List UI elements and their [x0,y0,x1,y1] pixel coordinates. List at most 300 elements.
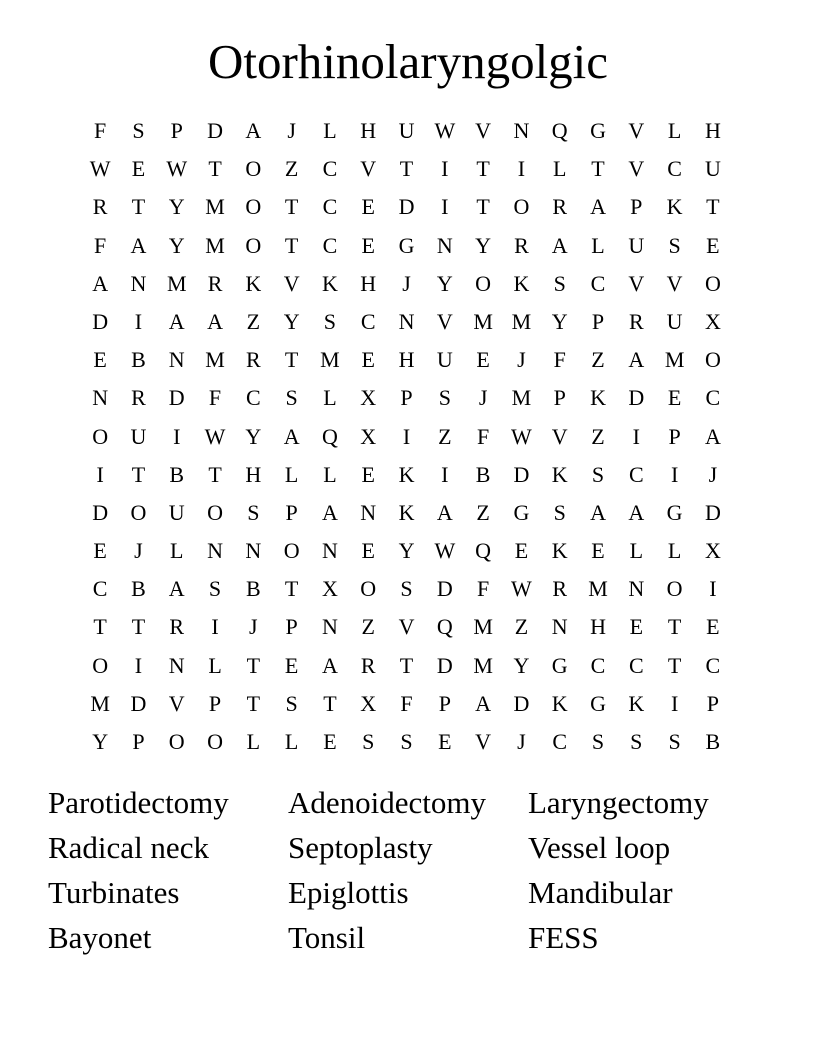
grid-letter: W [511,423,532,449]
grid-letter: L [629,538,644,564]
grid-letter: N [92,385,109,411]
grid-letter: K [551,538,568,564]
grid-letter: A [475,690,492,716]
grid-letter: T [706,194,720,220]
grid-letter: K [398,499,415,525]
grid-letter: D [704,499,721,525]
grid-letter: S [285,385,298,411]
grid-letter: A [245,118,262,143]
grid-letter: I [134,308,143,334]
grid-letter: S [438,385,451,411]
grid-letter: S [132,118,145,143]
grid-letter: J [249,614,258,640]
grid-letter: O [92,652,109,678]
grid-letter: Y [513,652,530,678]
grid-letter: Z [246,308,261,334]
grid-letter: S [668,729,681,754]
grid-letter: E [131,156,146,182]
grid-letter: H [590,614,606,640]
grid-letter: C [322,156,338,182]
word-list-item: FESS [528,920,599,955]
grid-letter: D [513,690,530,716]
grid-letter: T [93,614,107,640]
word-list-item: Vessel loop [528,830,671,865]
grid-letter: E [629,614,644,640]
grid-letter: L [667,538,682,564]
grid-letter: Z [284,156,299,182]
grid-letter: X [704,538,721,564]
grid-letter: A [321,499,338,525]
grid-letter: L [323,461,337,487]
grid-letter: A [704,423,721,449]
grid-letter: D [130,690,147,716]
grid-letter: Y [283,308,300,334]
grid-letter: E [706,232,720,258]
grid-letter: I [441,461,449,487]
grid-letter: E [284,652,299,678]
letter-grid [81,112,732,761]
grid-letter: F [94,118,107,143]
grid-letter: M [588,576,608,602]
grid-letter: C [705,652,721,678]
grid-letter: L [667,118,682,143]
grid-letter: A [436,499,453,525]
grid-letter: E [667,385,682,411]
grid-letter: E [514,538,529,564]
grid-letter: N [321,538,338,564]
grid-letter: J [402,270,411,296]
grid-letter: D [92,308,109,334]
word-list-item: Parotidectomy [48,785,229,820]
grid-letter: T [284,232,299,258]
grid-letter: E [591,538,605,564]
grid-letter: Y [398,538,415,564]
grid-letter: T [667,614,682,640]
grid-letter: I [96,461,104,487]
grid-letter: I [709,576,717,602]
grid-letter: C [628,652,644,678]
grid-letter: P [438,690,451,716]
grid-letter: R [360,652,376,678]
grid-letter: P [170,118,183,143]
grid-letter: M [205,194,225,220]
grid-letter: Z [514,614,529,640]
grid-letter: M [473,652,493,678]
grid-letter: D [513,461,530,487]
grid-letter: W [434,118,456,143]
grid-letter: R [131,385,146,411]
grid-letter: T [131,194,146,220]
grid-letter: D [168,385,185,411]
grid-letter: K [551,690,568,716]
grid-letter: J [517,347,526,373]
grid-letter: I [211,614,219,640]
grid-letter: L [284,729,299,754]
grid-letter: D [398,194,415,220]
grid-letter: S [553,499,566,525]
grid-letter: T [131,614,146,640]
grid-letter: L [208,652,222,678]
grid-letter: C [245,385,261,411]
grid-letter: O [283,538,300,564]
grid-letter: A [551,232,568,258]
grid-letter: Z [361,614,375,640]
grid-letter: V [551,423,568,449]
grid-letter: V [436,308,453,334]
word-list-item: Epiglottis [288,875,409,910]
grid-letter: G [513,499,530,525]
grid-letter: S [323,308,337,334]
grid-letter: J [478,385,488,411]
grid-letter: H [398,347,415,373]
grid-letter: Z [438,423,452,449]
grid-letter: K [628,690,645,716]
grid-letter: A [590,499,606,525]
grid-letter: G [590,690,606,716]
grid-letter: P [400,385,413,411]
grid-letter: K [666,194,683,220]
grid-letter: P [553,385,566,411]
word-list-item: Adenoidectomy [288,785,487,820]
grid-letter: Q [436,614,453,640]
grid-letter: E [323,729,337,754]
grid-letter: I [402,423,411,449]
grid-letter: F [553,347,566,373]
word-list-item: Turbinates [48,875,180,910]
grid-letter: T [208,156,222,182]
grid-letter: K [513,270,530,296]
grid-letter: J [287,118,296,143]
grid-letter: N [628,576,645,602]
grid-letter: T [476,194,490,220]
grid-letter: M [473,614,493,640]
grid-letter: Q [551,118,568,143]
grid-letter: P [285,499,298,525]
grid-letter: O [207,499,223,525]
grid-letter: Z [591,347,605,373]
word-list-item: Tonsil [288,920,366,955]
grid-letter: D [436,652,453,678]
grid-letter: M [205,232,225,258]
grid-letter: W [166,156,188,182]
grid-letter: T [399,156,414,182]
grid-letter: P [668,423,681,449]
grid-letter: C [590,270,606,296]
grid-letter: V [283,270,300,296]
word-list-item: Laryngectomy [528,785,709,820]
grid-letter: U [398,118,415,143]
grid-letter: S [553,270,566,296]
grid-letter: H [360,118,377,143]
grid-letter: T [591,156,605,182]
grid-letter: F [476,576,490,602]
grid-letter: V [475,118,492,143]
grid-letter: L [323,118,337,143]
grid-letter: H [704,118,721,143]
grid-letter: V [360,156,377,182]
grid-letter: G [666,499,683,525]
grid-letter: Y [551,308,568,334]
grid-letter: Y [92,729,109,754]
grid-letter: S [400,729,413,754]
grid-letter: A [590,194,606,220]
grid-letter: D [207,118,223,143]
grid-letter: S [362,729,375,754]
grid-letter: W [511,576,532,602]
grid-letter: V [628,118,645,143]
grid-letter: M [473,308,493,334]
grid-letter: C [667,156,682,182]
grid-letter: N [398,308,415,334]
grid-letter: V [168,690,185,716]
grid-letter: D [436,576,453,602]
grid-letter: N [207,538,223,564]
grid-letter: O [360,576,377,602]
word-list-item: Mandibular [528,875,673,910]
grid-letter: U [704,156,721,182]
grid-letter: N [551,614,568,640]
grid-letter: L [591,232,605,258]
grid-letter: A [207,308,223,334]
grid-letter: H [360,270,377,296]
grid-letter: O [704,347,721,373]
grid-letter: W [89,156,111,182]
grid-letter: C [92,576,108,602]
grid-letter: T [399,652,414,678]
grid-letter: K [551,461,568,487]
grid-letter: X [360,690,377,716]
grid-letter: M [90,690,110,716]
word-list-item: Radical neck [48,830,209,865]
grid-letter: M [205,347,225,373]
grid-letter: M [511,308,532,334]
grid-letter: K [321,270,338,296]
grid-letter: L [284,461,299,487]
grid-letter: S [285,690,298,716]
grid-letter: L [170,538,184,564]
grid-letter: I [632,423,640,449]
grid-letter: F [400,690,413,716]
grid-letter: I [173,423,181,449]
grid-letter: S [630,729,643,754]
grid-letter: R [207,270,223,296]
grid-letter: A [92,270,109,296]
grid-letter: E [93,538,107,564]
grid-letter: Z [476,499,490,525]
grid-letter: C [360,308,376,334]
grid-letter: A [168,308,185,334]
grid-letter: G [551,652,568,678]
grid-letter: I [441,156,449,182]
grid-letter: B [131,576,146,602]
grid-letter: B [131,347,146,373]
grid-letter: E [361,194,375,220]
grid-letter: L [246,729,261,754]
grid-letter: V [666,270,683,296]
grid-letter: U [130,423,147,449]
grid-letter: E [361,461,375,487]
grid-letter: S [208,576,222,602]
grid-letter: A [628,499,645,525]
grid-letter: C [322,194,338,220]
grid-letter: J [134,538,143,564]
grid-letter: L [552,156,567,182]
grid-letter: F [94,232,107,258]
grid-letter: R [514,232,529,258]
grid-letter: W [204,423,226,449]
grid-letter: T [323,690,337,716]
grid-letter: T [667,652,682,678]
grid-letter: C [705,385,721,411]
grid-letter: G [398,232,415,258]
grid-letter: R [92,194,108,220]
grid-letter: A [130,232,147,258]
grid-letter: C [590,652,606,678]
grid-letter: O [168,729,185,754]
grid-letter: E [361,232,375,258]
grid-letter: V [398,614,415,640]
grid-letter: T [246,690,261,716]
grid-letter: E [438,729,452,754]
grid-letter: K [590,385,606,411]
grid-letter: J [517,729,526,754]
grid-letter: V [628,156,645,182]
grid-letter: C [552,729,568,754]
grid-letter: N [360,499,377,525]
grid-letter: E [93,347,107,373]
grid-letter: O [475,270,492,296]
word-list-item: Bayonet [48,920,152,955]
grid-letter: T [284,347,299,373]
grid-letter: N [168,652,185,678]
grid-letter: I [134,652,143,678]
grid-letter: L [323,385,337,411]
grid-letter: M [320,347,340,373]
grid-letter: P [630,194,643,220]
grid-letter: S [591,729,605,754]
grid-letter: B [705,729,721,754]
grid-letter: M [511,385,532,411]
grid-letter: I [441,194,449,220]
grid-letter: Y [168,194,185,220]
grid-letter: X [360,385,377,411]
grid-letter: V [475,729,492,754]
grid-letter: P [208,690,222,716]
grid-letter: G [590,118,606,143]
puzzle-title: Otorhinolaryngolgic [207,34,609,89]
grid-letter: O [245,232,262,258]
grid-letter: H [245,461,262,487]
grid-letter: U [168,499,185,525]
grid-letter: R [169,614,185,640]
grid-letter: O [130,499,147,525]
grid-letter: W [434,538,456,564]
grid-letter: N [168,347,185,373]
grid-letter: J [708,461,718,487]
grid-letter: T [284,194,299,220]
grid-letter: Q [475,538,492,564]
grid-letter: X [321,576,338,602]
grid-letter: A [628,347,645,373]
grid-letter: I [670,690,679,716]
grid-letter: R [245,347,261,373]
grid-letter: O [207,729,223,754]
grid-letter: T [476,156,490,182]
grid-letter: X [704,308,721,334]
grid-letter: C [628,461,644,487]
grid-letter: T [131,461,146,487]
grid-letter: Y [168,232,185,258]
grid-letter: S [591,461,605,487]
grid-letter: P [706,690,720,716]
word-list [48,783,768,963]
grid-letter: I [670,461,679,487]
grid-letter: A [283,423,300,449]
grid-letter: F [208,385,222,411]
grid-letter: N [436,232,453,258]
grid-letter: N [321,614,338,640]
grid-letter: N [513,118,530,143]
grid-letter: U [628,232,645,258]
grid-letter: R [552,194,568,220]
grid-letter: M [664,347,685,373]
grid-letter: O [92,423,109,449]
grid-letter: V [628,270,645,296]
grid-letter: R [552,576,568,602]
grid-letter: Q [321,423,338,449]
grid-letter: S [247,499,260,525]
grid-letter: N [245,538,262,564]
grid-letter: P [285,614,298,640]
grid-letter: T [284,576,299,602]
grid-letter: S [400,576,413,602]
grid-letter: A [168,576,185,602]
grid-letter: K [398,461,415,487]
grid-letter: E [361,347,375,373]
grid-letter: O [245,194,262,220]
grid-letter: C [322,232,338,258]
grid-letter: D [92,499,109,525]
grid-letter: B [245,576,261,602]
grid-letter: N [130,270,147,296]
grid-letter: U [666,308,683,334]
grid-letter: O [704,270,721,296]
grid-letter: K [245,270,262,296]
grid-letter: E [361,538,375,564]
word-list-item: Septoplasty [288,830,433,865]
grid-letter: T [208,461,222,487]
grid-letter: R [628,308,644,334]
grid-letter: P [132,729,145,754]
grid-letter: Y [245,423,262,449]
grid-letter: Z [591,423,605,449]
grid-letter: A [321,652,338,678]
grid-letter: T [246,652,261,678]
grid-letter: B [169,461,185,487]
grid-letter: Y [475,232,492,258]
grid-letter: B [475,461,491,487]
grid-letter: O [513,194,530,220]
grid-letter: M [166,270,187,296]
grid-letter: F [476,423,490,449]
grid-letter: E [706,614,720,640]
grid-letter: P [591,308,605,334]
grid-letter: D [628,385,645,411]
grid-letter: X [360,423,377,449]
grid-letter: Y [436,270,453,296]
grid-letter: O [666,576,683,602]
grid-letter: S [668,232,681,258]
